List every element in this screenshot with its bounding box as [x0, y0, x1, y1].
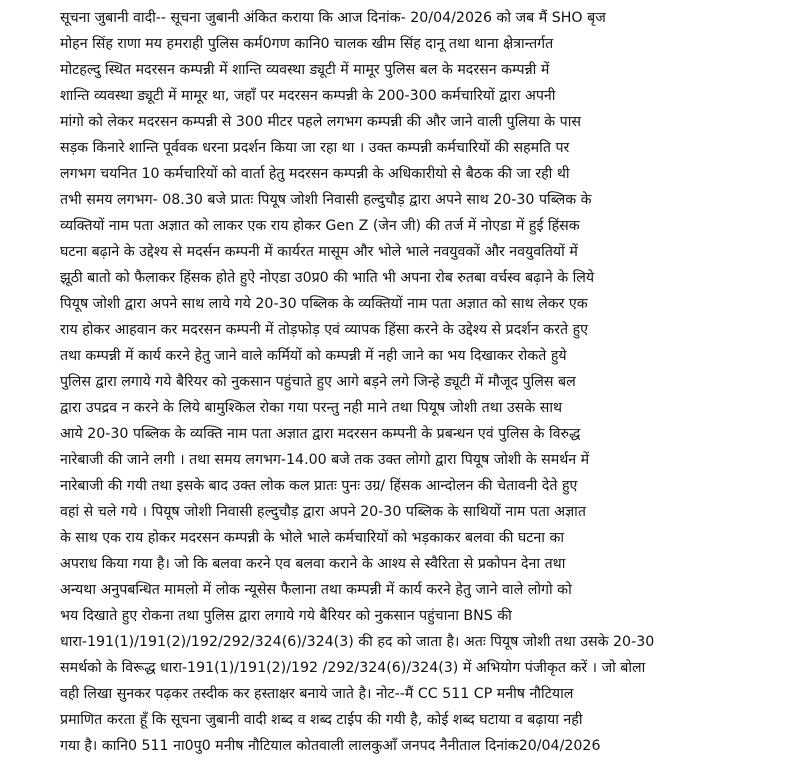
text-line: पुलिस द्वारा लगाये गये बैरियर को नुकसान पहुंचाते हुए आगे बड़ने लगे जिन्हे ड्यूटी में मौजूद पुलिस बल	[60, 374, 576, 390]
text-line: मांगो को लेकर मदरसन कम्पन्नी से 300 मीटर पहले लगभग कम्पन्नी की और जाने वाली पुलिया के पास	[60, 114, 582, 130]
text-line: वहां से चले गये । पियूष जोशी निवासी हल्दुचौड़ द्वारा अपने 20-30 पब्लिक के साथियों नाम पता अज्ञात	[60, 504, 586, 520]
text-line: मोहन सिंह राणा मय हमराही पुलिस कर्म0गण कानि0 चालक खीम सिंह दानू तथा थाना क्षेत्रान्तर्गत	[60, 36, 554, 52]
text-line: वही लिखा सुनकर पढ़कर तस्दीक कर हस्ताक्षर बनाये जाते है। नोट--मैं CC 511 CP मनीष नौटियाल	[60, 686, 574, 702]
text-line: पियूष जोशी द्वारा अपने साथ लाये गये 20-30 पब्लिक के व्यक्तियों नाम पता अज्ञात को साथ लेकर एक	[60, 296, 588, 312]
text-line: तभी समय लगभग- 08.30 बजे प्रातः पियूष जोशी निवासी हल्दुचौड़ द्वारा अपने साथ 20-30 पब्लिक के	[60, 192, 592, 208]
text-line: नारेबाजी की गयी तथा इसके बाद उक्त लोक कल प्रातः पुनः उग्र/ हिंसक आन्दोलन की चेतावनी देते हुए	[60, 478, 578, 494]
text-line: नारेबाजी की जाने लगी । तथा समय लगभग-14.00 बजे तक उक्त लोगो द्वारा पियूष जोशी के समर्थन में	[60, 452, 590, 468]
text-line: सूचना जुबानी वादी-- सूचना जुबानी अंकित कराया कि आज दिनांक- 20/04/2026 को जब मैं SHO बृज	[60, 10, 606, 26]
text-line: गया है। कानि0 511 ना0पु0 मनीष नौटियाल कोतवाली लालकुआँ जनपद नैनीताल दिनांक20/04/2026	[60, 738, 601, 754]
text-line: अपराध किया गया है। जो कि बलवा करने एव बलवा कराने के आश्य से स्वैरिता से प्रकोपन देना तथा	[60, 556, 566, 572]
text-line: शान्ति व्यवस्था ड्यूटी में मामूर था, जहाँ पर मदरसन कम्पन्नी के 200-300 कर्मचारियों द्वारा अपनी	[60, 88, 556, 104]
text-line: लगभग चयनित 10 कर्मचारियों को वार्ता हेतु मदरसन कम्पन्नी के अधिकारीयो से बैठक की जा रही थी	[60, 166, 570, 182]
text-line: प्रमाणित करता हूँ कि सूचना जुबानी वादी शब्द व शब्द टाईप की गयी है, कोई शब्द घटाया व बढ़ाया नही	[60, 712, 583, 728]
text-line: मोटहल्दु स्थित मदरसन कम्पन्नी में शान्ति व्यवस्था ड्यूटी में मामूर पुलिस बल के मदरसन कम्पन्नी में	[60, 62, 550, 78]
text-line: व्यक्तियों नाम पता अज्ञात को लाकर एक राय होकर Gen Z (जेन जी) की तर्ज में नोएडा में हुई हिंसक	[60, 218, 580, 234]
text-line: द्वारा उपद्रव न करने के लिये बामुश्किल रोका गया परन्तु नही माने तथा पियूष जोशी तथा उसके साथ	[60, 400, 563, 416]
text-line: अन्यथा अनुपबन्धित मामलो में लोक न्यूसेस फैलाना तथा कम्पन्नी में कार्य करने हेतु जाने वाले लोगो को	[60, 582, 572, 598]
text-line: तथा कम्पन्नी में कार्य करने हेतु जाने वाले कर्मियों को कम्पन्नी में नही जाने का भय दिखाकर रोकते हुये	[60, 348, 567, 364]
text-line: भय दिखाते हुए रोकना तथा पुलिस द्वारा लगाये गये बैरियर को नुकसान पहुंचाना BNS की	[60, 608, 512, 624]
text-line: झूठी बातो को फैलाकर हिंसक होते हुऐ नोएडा उ0प्र0 की भाति भी अपना रोब रुतबा वर्चस्व बढ़ाने के लिये	[60, 270, 595, 286]
text-line: राय होकर आहवान कर मदरसन कम्पनी में तोड़फोड़ एवं व्यापक हिंसा करने के उद्देश्य से प्रदर्शन करते हुए	[60, 322, 588, 338]
text-line: सड़क किनारे शान्ति पूर्ववक धरना प्रदर्शन किया जा रहा था । उक्त कम्पन्नी कर्मचारियों की सहमति पर	[60, 140, 570, 156]
text-line: घटना बढ़ाने के उद्देश्य से मदर्सन कम्पनी में कार्यरत मासूम और भोले भाले नवयुवकों और नवयुवतियों में	[60, 244, 578, 260]
text-line: समर्थको के विरूद्ध धारा-191(1)/191(2)/192 /292/324(6)/324(3) में अभियोग पंजीकृत करें । जो बोला	[60, 660, 646, 676]
text-line: धारा-191(1)/191(2)/192/292/324(6)/324(3) की हद को जाता है। अतः पियूष जोशी तथा उसके 20-30	[60, 634, 655, 650]
text-line: आये 20-30 पब्लिक के व्यक्ति नाम पता अज्ञात द्वारा मदरसन कम्पनी के प्रबन्धन एवं पुलिस के विरुद्ध	[60, 426, 581, 442]
text-line: के साथ एक राय होकर मदरसन कम्पन्नी के भोले भाले कर्मचारियों को भड़काकर बलवा की घटना का	[60, 530, 565, 546]
